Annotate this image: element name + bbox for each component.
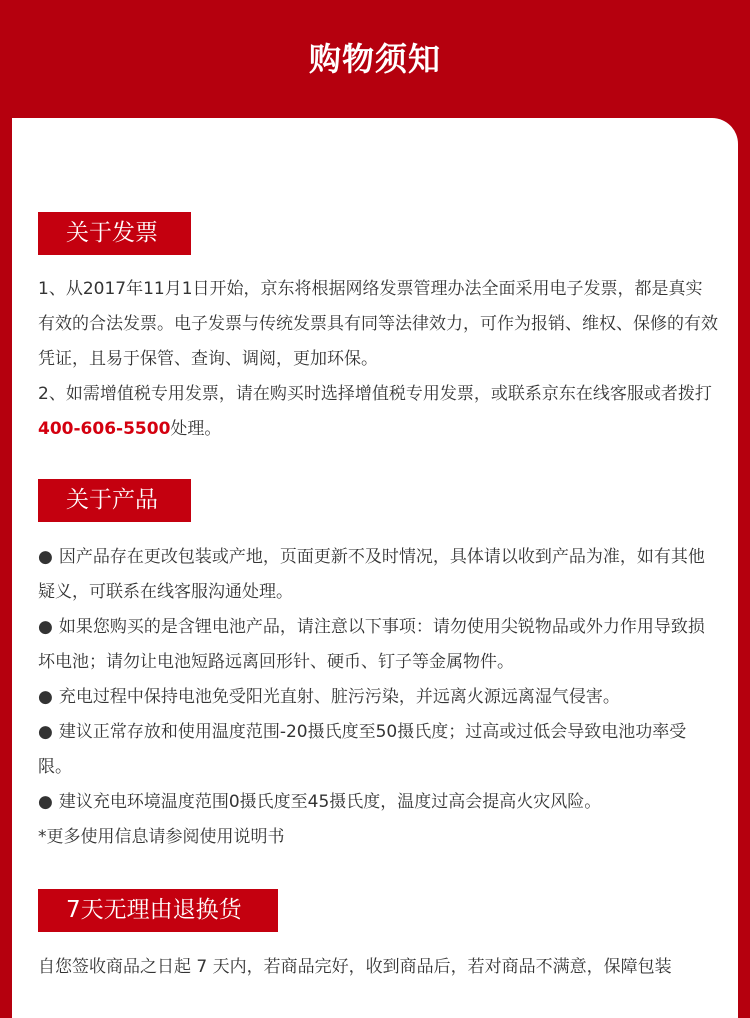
bullet-icon: ●: [38, 547, 53, 567]
product-item-1-text: 因产品存在更改包装或产地，页面更新不及时情况，具体请以收到产品为准，如有其他疑义，可联系在线客服沟通处理。: [38, 547, 705, 602]
invoice-paragraph-2: [38, 377, 718, 447]
invoice-paragraph-1: 1、从2017年11月1日开始，京东将根据网络发票管理办法全面采用电子发票，都是真实有效的合法发票。电子发票与传统发票具有同等法律效力，可作为报销、维权、保修的有效凭证，且易于保管、查询、调阅，更加环保。: [38, 279, 718, 369]
product-item-3-text: 充电过程中保持电池免受阳光直射、脏污污染，并远离火源远离湿气侵害。: [58, 687, 620, 707]
invoice-paragraph-2-text: 2、如需增值税专用发票，请在购买时选择增值税专用发票，或联系京东在线客服或者拨打: [38, 384, 712, 404]
invoice-paragraph-2-end: 处理。: [170, 419, 222, 439]
invoice-section: [38, 272, 718, 447]
product-item-2: [38, 610, 718, 680]
bullet-icon: ●: [38, 792, 53, 812]
product-item-3: [38, 680, 718, 715]
product-item-5: [38, 785, 718, 820]
product-note: *更多使用信息请参阅使用说明书: [38, 827, 285, 847]
page-title: 购物须知: [308, 40, 441, 78]
section-title-invoice: 关于发票: [38, 212, 191, 255]
section-title-product: 关于产品: [38, 479, 191, 522]
product-section: [38, 540, 718, 855]
bullet-icon: ●: [38, 722, 53, 742]
product-item-1: [38, 540, 718, 610]
product-item-2-text: 如果您购买的是含锂电池产品，请注意以下事项：请勿使用尖锐物品或外力作用导致损坏电池；请勿让电池短路远离回形针、硬币、钉子等金属物件。: [38, 617, 705, 672]
bullet-icon: ●: [38, 617, 53, 637]
product-item-4: [38, 715, 718, 785]
section-title-returns: 7天无理由退换货: [38, 889, 278, 932]
customer-service-phone[interactable]: 400-606-5500: [38, 419, 171, 439]
product-item-4-text: 建议正常存放和使用温度范围-20摄氏度至50摄氏度；过高或过低会导致电池功率受限。: [38, 722, 687, 777]
product-item-5-text: 建议充电环境温度范围0摄氏度至45摄氏度，温度过高会提高火灾风险。: [58, 792, 602, 812]
bullet-icon: ●: [38, 687, 53, 707]
returns-text: 自您签收商品之日起 7 天内，若商品完好，收到商品后，若对商品不满意，保障包装: [38, 957, 672, 977]
